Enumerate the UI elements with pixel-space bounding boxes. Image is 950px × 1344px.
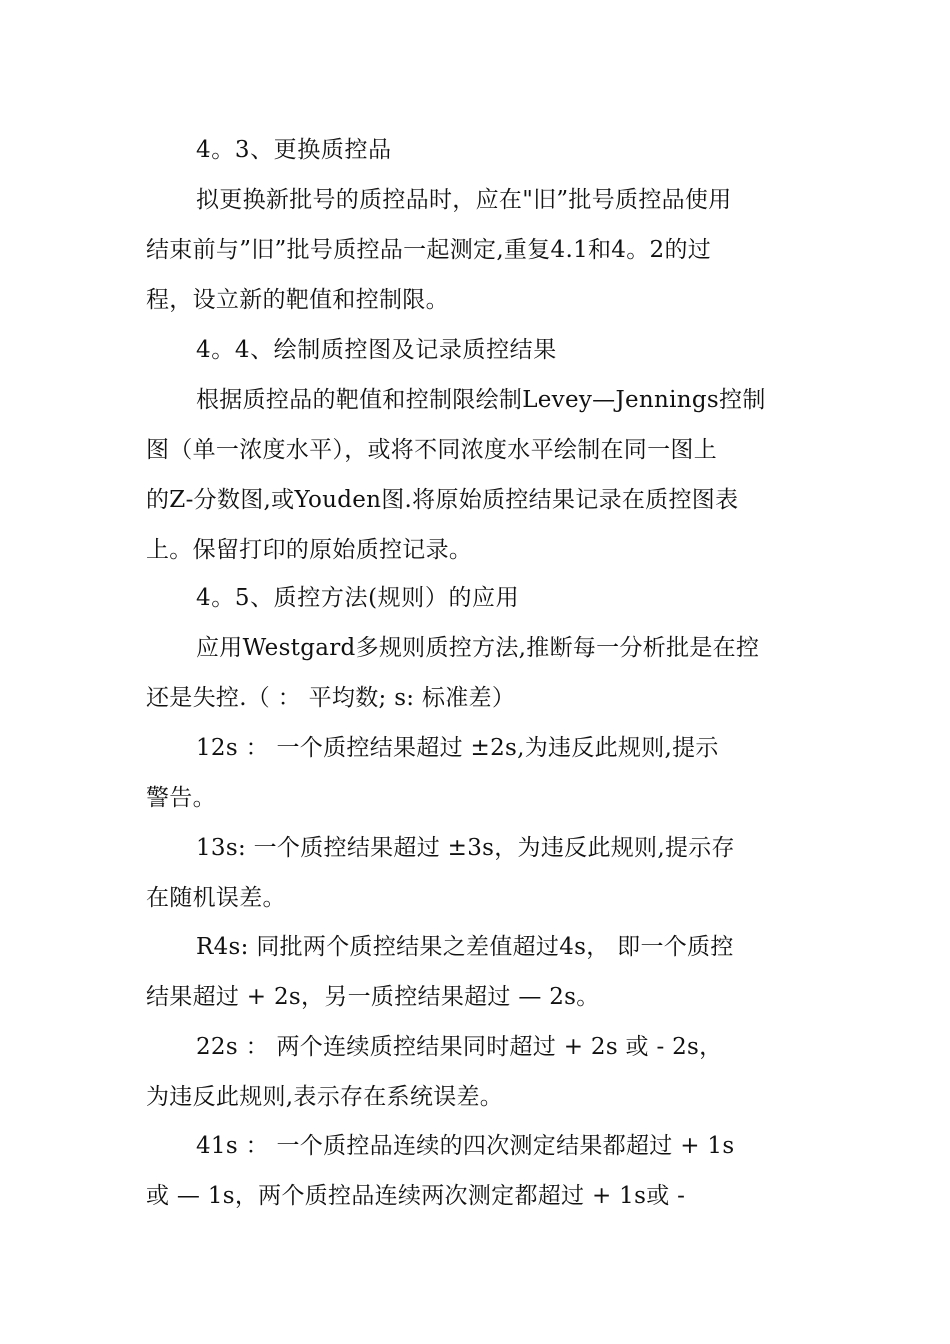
paragraph-line: 图（单一浓度水平），或将不同浓度水平绘制在同一图上 — [146, 437, 717, 463]
rule-22s-line: 为违反此规则,表示存在系统误差。 — [146, 1084, 504, 1110]
rule-12s-line: 12s ： 一个质控结果超过 ±2s,为违反此规则,提示 — [196, 735, 719, 761]
rule-r4s-line: 结果超过 + 2s，另一质控结果超过 — 2s。 — [146, 984, 600, 1010]
section-heading-4-4: 4。4、绘制质控图及记录质控结果 — [196, 337, 557, 363]
paragraph-line: 结束前与”旧”批号质控品一起测定,重复4.1和4。2的过 — [146, 237, 712, 263]
rule-12s-line: 警告。 — [146, 785, 216, 811]
paragraph-line: 的Z-分数图,或Youden图.将原始质控结果记录在质控图表 — [146, 487, 739, 513]
section-heading-4-3: 4。3、更换质控品 — [196, 137, 392, 163]
paragraph-line: 根据质控品的靶值和控制限绘制Levey—Jennings控制 — [196, 387, 766, 413]
paragraph-line: 应用Westgard多规则质控方法,推断每一分析批是在控 — [196, 635, 760, 661]
rule-r4s-line: R4s: 同批两个质控结果之差值超过4s， 即一个质控 — [196, 934, 734, 960]
rule-41s-line: 41s ： 一个质控品连续的四次测定结果都超过 + 1s — [196, 1133, 735, 1159]
rule-41s-line: 或 — 1s，两个质控品连续两次测定都超过 + 1s或 - — [146, 1183, 686, 1209]
paragraph-line: 上。保留打印的原始质控记录。 — [146, 537, 473, 563]
rule-13s-line: 13s: 一个质控结果超过 ±3s，为违反此规则,提示存 — [196, 835, 735, 861]
rule-22s-line: 22s ： 两个连续质控结果同时超过 + 2s 或 - 2s， — [196, 1034, 723, 1060]
paragraph-line: 程，设立新的靶值和控制限。 — [146, 287, 449, 313]
section-heading-4-5: 4。5、质控方法(规则）的应用 — [196, 585, 520, 611]
paragraph-line: 还是失控.（ ： 平均数; s: 标准差） — [146, 685, 516, 711]
paragraph-line: 拟更换新批号的质控品时，应在"旧”批号质控品使用 — [196, 187, 732, 213]
rule-13s-line: 在随机误差。 — [146, 885, 286, 911]
